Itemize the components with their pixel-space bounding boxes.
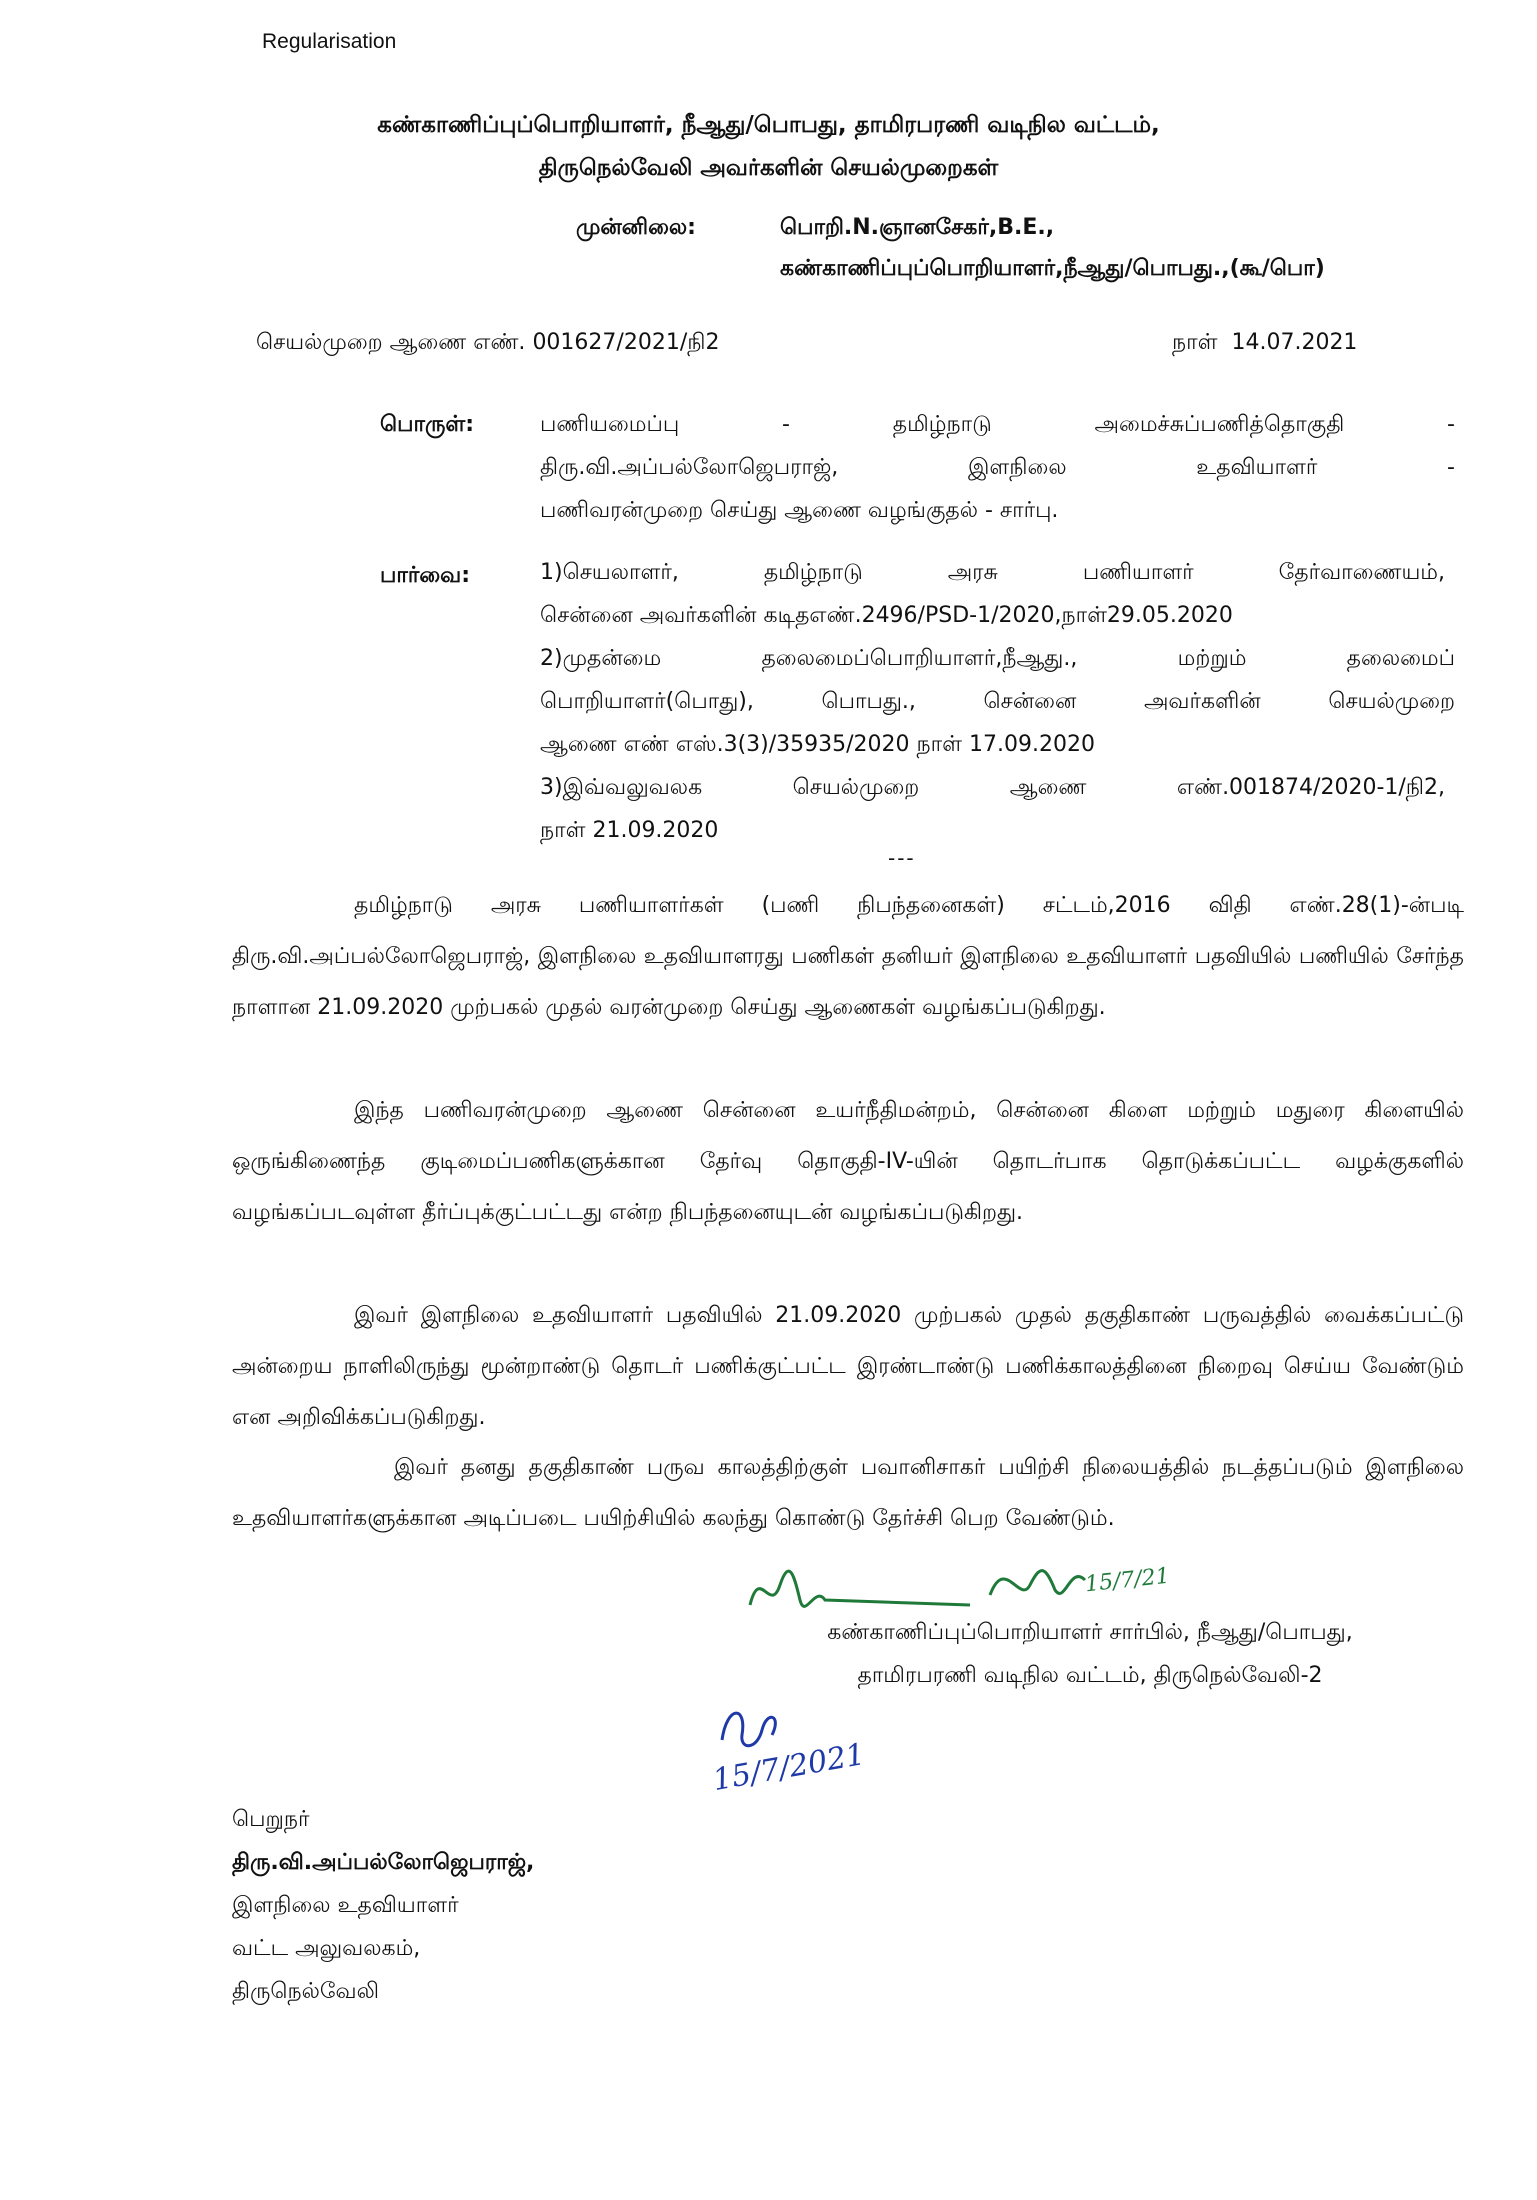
order-number: 001627/2021/நி2 [532, 330, 720, 355]
recipient-office: வட்ட அலுவலகம், [232, 1936, 421, 1961]
order-date-label: நாள் [1172, 330, 1218, 355]
body-paragraph-3: இவர் இளநிலை உதவியாளர் பதவியில் 21.09.2020 முற்பகல் முதல் தகுதிகாண் பருவத்தில் வைக்கப்பட்டு அன்றைய நாளிலிருந்து மூன்றாண்டு தொடர் பணிக்குட்பட்ட இரண்டாண்டு பணிக்காலத்தினை நிறைவு செய்ய வேண்டும் என அறிவிக்கப்படுகிறது. [232, 1303, 1464, 1430]
reference-line-3: 2)முதன்மை தலைமைப்பொறியாளர்,நீஆது., மற்றும் தலைமைப் [540, 646, 1455, 671]
reference-line-1: 1)செயலாளர், தமிழ்நாடு அரசு பணியாளர் தேர்வாணையம், [540, 560, 1445, 585]
reference-line-6: 3)இவ்வலுவலக செயல்முறை ஆணை எண்.001874/2020-1/நி2, [540, 775, 1445, 800]
subject-line-2: திரு.வி.அப்பல்லோஜெபராஜ், இளநிலை உதவியாளர் - [540, 455, 1455, 480]
reference-line-2: சென்னை அவர்களின் கடிதஎண்.2496/PSD-1/2020,நாள்29.05.2020 [540, 603, 1233, 628]
reference-label: பார்வை: [380, 563, 471, 588]
presence-label: முன்னிலை: [576, 215, 696, 240]
body-paragraph-1: தமிழ்நாடு அரசு பணியாளர்கள் (பணி நிபந்தனைகள்) சட்டம்,2016 விதி எண்.28(1)-ன்படி திரு.வி.அப்பல்லோஜெபராஜ், இளநிலை உதவியாளரது பணிகள் தனியர் இளநிலை உதவியாளர் பதவியில் பணியில் சேர்ந்த நாளான 21.09.2020 முற்பகல் முதல் வரன்முறை செய்து ஆணைகள் வழங்கப்படுகிறது. [232, 893, 1464, 1020]
officer-name: பொறி.N.ஞானசேகர்,B.E., [780, 215, 1055, 240]
recipient-designation: இளநிலை உதவியாளர் [232, 1893, 459, 1918]
reference-line-5: ஆணை எண் எஸ்.3(3)/35935/2020 நாள் 17.09.2020 [540, 732, 1095, 757]
order-label: செயல்முறை ஆணை எண். [256, 330, 526, 355]
recipient-place: திருநெல்வேலி [232, 1979, 379, 2004]
body-paragraph-2: இந்த பணிவரன்முறை ஆணை சென்னை உயர்நீதிமன்றம், சென்னை கிளை மற்றும் மதுரை கிளையில் ஒருங்கிணைந்த குடிமைப்பணிகளுக்கான தேர்வு தொகுதி-IV-யின் தொடர்பாக தொடுக்கப்பட்ட வழக்குகளில் வழங்கப்படவுள்ள தீர்ப்புக்குட்பட்டது என்ற நிபந்தனையுடன் வழங்கப்படுகிறது. [232, 1098, 1464, 1225]
order-date: 14.07.2021 [1231, 330, 1358, 355]
order-date-line [1172, 330, 1357, 358]
section-separator: --- [888, 846, 916, 870]
office-heading: கண்காணிப்புப்பொறியாளர், நீஆது/பொபது, தாமிரபரணி வடிநில வட்டம், [377, 112, 1160, 138]
order-number-line [256, 330, 719, 358]
signatory-line-1: கண்காணிப்புப்பொறியாளர் சார்பில், நீஆது/பொபது, [827, 1620, 1353, 1645]
body-paragraph-4: இவர் தனது தகுதிகாண் பருவ காலத்திற்குள் பவானிசாகர் பயிற்சி நிலையத்தில் நடத்தப்படும் இளநிலை உதவியாளர்களுக்கான அடிப்படை பயிற்சியில் கலந்து கொண்டு தேர்ச்சி பெற வேண்டும். [232, 1455, 1464, 1531]
document-tag: Regularisation [262, 30, 397, 53]
recipient-name: திரு.வி.அப்பல்லோஜெபராஜ், [232, 1850, 535, 1875]
recipient-label: பெறுநர் [232, 1807, 310, 1832]
reference-line-4: பொறியாளர்(பொது), பொபது., சென்னை அவர்களின் செயல்முறை [540, 689, 1455, 714]
office-subheading: திருநெல்வேலி அவர்களின் செயல்முறைகள் [538, 155, 999, 181]
subject-label: பொருள்: [380, 412, 475, 437]
signatory-line-2: தாமிரபரணி வடிநில வட்டம், திருநெல்வேலி-2 [857, 1663, 1323, 1688]
received-stamp: 15/7/2021 [710, 1736, 868, 1799]
officer-designation: கண்காணிப்புப்பொறியாளர்,நீஆது/பொபது.,(கூ/பொ) [780, 256, 1325, 281]
signature-date-note: 15/7/21 [1083, 1563, 1171, 1598]
subject-line-3: பணிவரன்முறை செய்து ஆணை வழங்குதல் - சார்பு. [540, 498, 1059, 523]
subject-line-1: பணியமைப்பு - தமிழ்நாடு அமைச்சுப்பணித்தொகுதி - [540, 412, 1455, 437]
reference-line-7: நாள் 21.09.2020 [540, 818, 719, 843]
